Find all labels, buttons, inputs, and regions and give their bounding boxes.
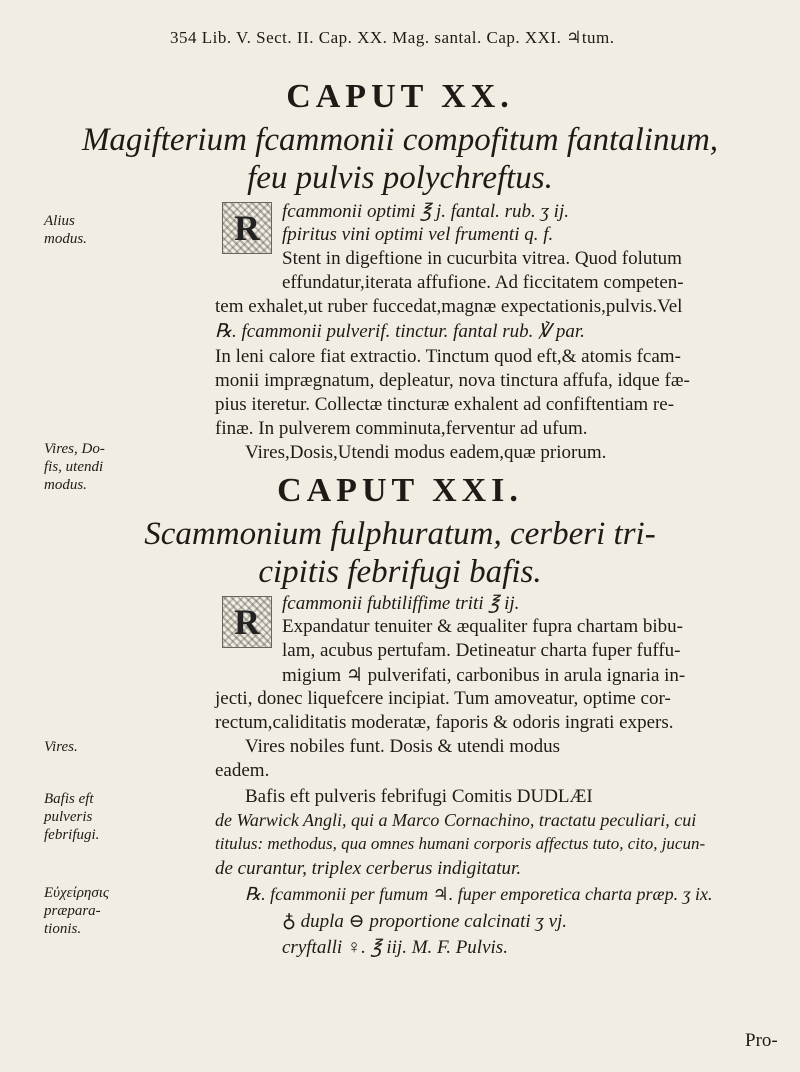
- chapter-21-line: eadem.: [215, 760, 270, 781]
- chapter-20-heading: CAPUT XX.: [286, 78, 514, 115]
- chapter-21-line: jecti, donec liquefcere incipiat. Tum amoveatur, optime cor-: [215, 688, 671, 709]
- chapter-21-title-line-1: Scammonium fulphuratum, cerberi tri-: [144, 516, 656, 552]
- margin-note-alius-modus: Alius modus.: [44, 213, 87, 247]
- chapter-21-line: Bafis eft pulveris febrifugi Comitis DUDLÆI: [245, 786, 593, 807]
- chapter-21-decorated-initial: R: [222, 596, 272, 648]
- chapter-21-line: Expandatur tenuiter & æqualiter fupra chartam bibu-: [282, 616, 683, 637]
- chapter-21-line: de curantur, triplex cerberus indigitatur.: [215, 858, 522, 879]
- chapter-20-decorated-initial: R: [222, 202, 272, 254]
- catchword: Pro-: [745, 1030, 778, 1051]
- margin-note-vires-dosis: Vires, Do-fis, utendi modus.: [44, 441, 105, 493]
- chapter-20-line: ℞. fcammonii pulverif. tinctur. fantal rub. ℣ par.: [215, 321, 585, 342]
- chapter-21-title-line-2: cipitis febrifugi bafis.: [258, 554, 542, 590]
- chapter-21-line: fcammonii fubtiliffime triti ℥ ij.: [282, 593, 520, 614]
- chapter-20-line: fpiritus vini optimi vel frumenti q. f.: [282, 224, 554, 245]
- chapter-20-line: monii imprægnatum, depleatur, nova tinctura affufa, idque fæ-: [215, 370, 690, 391]
- margin-note-vires: Vires.: [44, 739, 78, 755]
- chapter-20-title-line-1: Magifterium fcammonii compofitum fantalinum,: [81, 122, 719, 158]
- chapter-21-heading: CAPUT XXI.: [277, 472, 523, 509]
- running-head: 354 Lib. V. Sect. II. Cap. XX. Mag. santal. Cap. XXI. ♃tum.: [170, 28, 615, 47]
- chapter-20-title-line-2: feu pulvis polychreftus.: [247, 160, 553, 196]
- chapter-21-line: titulus: methodus, qua omnes humani corporis affectus tuto, cito, jucun-: [215, 834, 706, 853]
- chapter-20-line: In leni calore fiat extractio. Tinctum quod eft,& atomis fcam-: [215, 346, 681, 367]
- chapter-20-line: effundatur,iterata affufione. Ad ficcitatem competen-: [282, 272, 684, 293]
- chapter-21-recipe-line: ℞. fcammonii per fumum ♃. fuper emporetica charta præp. ʒ ix.: [245, 884, 713, 904]
- margin-note-basis: Bafis eft pulveris febrifugi.: [44, 791, 100, 843]
- margin-note-praeparationis: Εὐχείρησις præpara-tionis.: [44, 885, 110, 937]
- chapter-21-recipe-line: cryftalli ♀. ℥ iij. M. F. Pulvis.: [282, 937, 508, 958]
- chapter-20-line: tem exhalet,ut ruber fuccedat,magnæ expectationis,pulvis.Vel: [215, 296, 683, 317]
- chapter-20-vires-line: Vires,Dosis,Utendi modus eadem,quæ priorum.: [245, 442, 607, 463]
- chapter-21-line: lam, acubus pertufam. Detineatur charta fuper fuffu-: [282, 640, 681, 661]
- chapter-20-line: fcammonii optimi ℥ j. fantal. rub. ʒ ij.: [282, 201, 569, 222]
- chapter-20-line: finæ. In pulverem comminuta,ferventur ad ufum.: [215, 418, 588, 439]
- chapter-21-line: rectum,caliditatis moderatæ, faporis & odoris ingrati expers.: [215, 712, 674, 733]
- chapter-21-line: migium ♃ pulverifati, carbonibus in arula ignaria in-: [282, 665, 686, 686]
- chapter-21-recipe-line: ♁ dupla ⊖ proportione calcinati ʒ vj.: [282, 911, 568, 932]
- chapter-21-vires-line: Vires nobiles funt. Dosis & utendi modus: [245, 736, 560, 757]
- chapter-20-line: Stent in digeftione in cucurbita vitrea. Quod folutum: [282, 248, 682, 269]
- chapter-20-line: pius iteretur. Collectæ tincturæ exhalent ad confiftentiam re-: [215, 394, 675, 415]
- chapter-21-line: de Warwick Angli, qui a Marco Cornachino, tractatu peculiari, cui: [215, 810, 697, 830]
